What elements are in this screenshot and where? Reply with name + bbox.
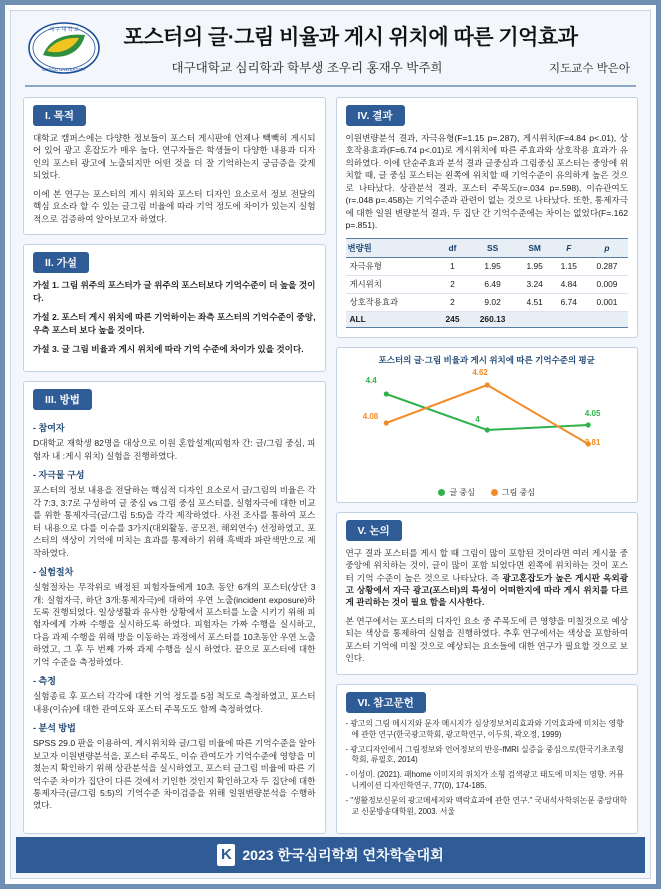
reference-list [346,719,629,818]
legend-label-text-centered: 글 중심 [449,487,475,497]
cell-sm: 1.95 [518,257,552,275]
chart-legend [343,487,632,498]
point-text-center [484,427,489,432]
section-result [336,97,639,338]
list-item: - 이성미. (2021). 패home 이미지의 위치가 소형 검색광고 태도에 미치는 영향. 커뮤니케이션 디자인학연구, 77(0), 174-185. [345,770,624,791]
svg-text:대 구 대 학 교: 대 구 대 학 교 [49,27,79,33]
list-item: - "생활정보신문의 광고메세지와 맥락효과에 관한 연구." 국내석사학위논문 중앙대학교 신문방송대학원, 2003. 서울 [345,796,628,817]
university-logo-icon [27,21,101,75]
col-f: F [552,238,586,257]
footer-text: 2023 한국심리학회 연차학술대회 [242,847,444,863]
cell-f: 6.74 [552,293,586,311]
section-discussion [336,512,639,675]
cell-df: 1 [437,257,467,275]
method-text-measures: 실험종료 후 포스터 각각에 대한 기억 정도를 5점 척도로 측정하였고, 포스터 내용(이슈)에 대한 관여도와 포스터 주목도도 함께 측정하였다. [33,691,316,714]
label-text-right: 4.05 [584,408,601,418]
author-line [65,58,636,76]
label-text-left: 4.4 [365,375,377,385]
cell-p: 0.009 [586,275,628,293]
authors: 대구대학교 심리학과 학부생 조우리 홍재우 박주희 [171,61,443,75]
method-sub-analysis: - 분석 방법 [33,723,76,734]
section-purpose-heading: I. 목적 [33,105,86,126]
table-total-row [346,311,629,327]
method-text-participants: D대학교 재학생 82명을 대상으로 이원 혼합설계(피험자 간: 글/그림 중심, 피험자 내 :게시 위치) 실험을 진행하였다. [33,438,316,461]
poster-footer [16,837,645,873]
col-df: df [437,238,467,257]
section-hypothesis-heading: II. 가설 [33,252,89,273]
cell-ss: 1.95 [468,257,518,275]
cell-df: 2 [437,293,467,311]
method-sub-measures: - 측정 [33,676,56,687]
poster-inner [10,10,651,879]
method-text-analysis: SPSS 29.0 판을 이용하여, 게시위치와 글/그림 비율에 따른 기억수준을 알아보고자 이원변량분석을, 포스터 주목도, 이슈 관여도가 기억수준에 영향을 미쳤는지 확인하기 위해 상관분석을 실시하였고, 포스터 글그림 비율에 따른 기억수준 차이가 집단이 다른 것에서 기인한 것인지 확인하고자 두 집단에 대한 통제자극(글/그림 5:5)의 기억수준 차이검증을 위해 일원변량분석을 수행하였다. [33,738,316,811]
legend-item-image-centered [491,487,535,498]
method-sub-procedure: - 실험절차 [33,567,74,578]
advisor: 지도교수 박은아 [549,63,630,75]
point-text-left [383,391,388,396]
kpa-logo-icon: K [217,844,235,866]
legend-dot-green-icon [438,489,445,496]
hypothesis-item-2: 가설 2. 포스터 게시 위치에 따른 기억하이는 좌측 포스터의 기억수준이 중앙, 우측 포스터 보다 높을 것이다. [33,312,316,335]
memory-line-chart [336,347,639,503]
cell-source: 게시위치 [346,275,438,293]
label-image-left: 4.08 [362,412,379,422]
cell-total-f [552,311,586,327]
method-sub-participants: - 참여자 [33,423,65,434]
list-item: - 광고디자인에서 그림정보와 언어정보의 반응-fMRI 실증을 중심으로(한국기초조형학회, 류필호, 2014) [345,744,624,765]
section-discussion-heading: V. 논의 [346,520,402,541]
section-purpose [23,97,326,235]
content-columns [11,91,650,834]
list-item: - 광고의 그림 메시지와 문자 메시지가 심상정보처리효과와 기억효과에 미치는 영향에 관한 연구(한국광고학회, 광고학연구, 이두희, 곽오정, 1999) [345,718,624,739]
cell-p: 0.001 [586,293,628,311]
result-paragraph-1: 이원변량분석 결과, 자극유형(F=1.15 p=.287), 게시위치(F=4.84 p<.01), 상호작용효과(F=6.74 p<.01)로 게시위치에 따른 주효과와 상호작용 효과가 유의하였다. 이에 단순주효과 분석 결과 글중심과 그림중심 포스터는 중앙에 위치할 때, 글 중심 포스터는 왼쪽에 위치할 때 기억수준이 유의하게 높은 것으로 나타났다. 상관분석 결과, 포스터 주목도(r=.034 p=.598), 이슈관여도(r=.048 p=.458)는 기억수준과 관련이 없는 것으로 나타났다. 또한, 통제자극에 대한 일원 변량분석 결과, 두 집단 간 기억수준에는 차이는 없었다(F=.162 p=.851). [345,133,628,231]
legend-dot-orange-icon [491,489,498,496]
label-image-right: 3.81 [584,438,601,448]
col-source: 변량원 [346,238,438,257]
cell-p: 0.287 [586,257,628,275]
section-method [23,381,326,834]
cell-sm: 3.24 [518,275,552,293]
cell-total-df: 245 [437,311,467,327]
poster-header [11,11,650,87]
cell-f: 1.15 [552,257,586,275]
hypothesis-item-1: 가설 1. 그림 위주의 포스터가 글 위주의 포스터보다 기억수준이 더 높을 것이다. [33,280,316,303]
legend-label-image-centered: 그림 중심 [501,487,536,497]
table-row [346,275,629,293]
header-divider [25,85,636,87]
section-hypothesis [23,244,326,372]
point-image-center [484,382,489,387]
col-p: p [586,238,628,257]
cell-source: 자극유형 [346,257,438,275]
chart-title: 포스터의 글·그림 비율과 게시 위치에 따른 기억수준의 평균 [378,354,595,365]
cell-total-sm [518,311,552,327]
table-row [346,293,629,311]
right-column [336,97,639,834]
discussion-paragraph-2: 본 연구에서는 포스터의 디자인 요소 중 주목도에 큰 영향을 미칠것으로 예상되는 색상을 통제하여 실험을 진행하였다. 추후 연구에서는 색상을 포함하여 포스터 기억에 미칠 것으로 예상되는 요소들에 대한 연구가 필요할 것으로 보인다. [345,615,628,664]
cell-source: 상호작용효과 [346,293,438,311]
purpose-paragraph-1: 대학교 캠퍼스에는 다양한 정보들이 포스터 게시판에 언제나 빽빽히 게시되어 있어 광고 혼잡도가 매우 높다. 연구자들은 학생들이 다양한 내용과 디자인의 포스터 광고에 노출되지만 어떤 것을 더 잘 기억하는지 궁금증을 갖게 되었다. [33,133,316,181]
cell-sm: 4.51 [518,293,552,311]
purpose-paragraph-2: 이에 본 연구는 포스터의 게시 위치와 포스터 디자인 요소로서 정보 전달의 핵심 요소라 할 수 있는 글그림 비율에 따라 기억 정도에 차이가 있는지 실험적으로 검증하여 알아보고자 하였다. [33,188,316,224]
table-header-row [346,238,629,257]
chart-svg [343,368,632,486]
svg-text:DAEGU UNIVERSITY: DAEGU UNIVERSITY [42,67,86,72]
point-text-right [585,422,590,427]
col-sm: SM [518,238,552,257]
legend-item-text-centered [438,487,474,498]
cell-ss: 6.49 [468,275,518,293]
section-result-heading: IV. 결과 [346,105,405,126]
cell-total-ss: 260.13 [468,311,518,327]
page-title: 포스터의 글·그림 비율과 게시 위치에 따른 기억효과 [123,26,578,49]
method-text-stimuli: 포스터의 정보 내용을 전달하는 핵심적 디자인 요소로서 글/그림의 비율은 각각 7:3, 3:7로 구성하여 글 중심 vs 그림 중심 포스터를, 실험자극에 대한 비교를 위한 통제자극(글/그림 5:5)을 각각 제작하였다. 사전 조사를 통하여 포스터 내용으로 다를 이슈를 3가지(대외활동, 공모전, 해외연수) 선정하였고, 포스터의 색상이 기억에 미치는 효과를 통제하기 위해 흑백과 파란색만으로 제작하였다. [33,485,316,558]
series-line-image-centered [386,385,588,444]
col-ss: SS [468,238,518,257]
cell-total-p [586,311,628,327]
left-column [23,97,326,834]
section-references [336,684,639,834]
method-text-procedure: 실험절차는 무작위로 배정된 피험자들에게 10초 동안 6개의 포스터(상단 3개: 실험자극, 하단 3개:통제자극)에 대하여 우연 노출(incident exposure)하도록 진행되었다. 일상생활과 유사한 상황에서 포스터를 노출 시키기 위해 피험자에게 가짜 수행을 실시하도록 하였다. 피험자는 가짜 수행을 실시하고, 다음 과제 수행을 위해 방을 이동하는 과정에서 포스터를 10초동안 우연 노출하였고, 그 후 두 번째 가짜 과제 수행을 실시 하였다. 끝으로 포스터에 대한 기억 수준을 측정하였다. [33,582,316,667]
cell-df: 2 [437,275,467,293]
method-sub-stimuli: - 자극물 구성 [33,470,85,481]
label-text-center: 4 [475,414,480,424]
anova-table [346,238,629,328]
hypothesis-item-3: 가설 3. 글 그림 비율과 게시 위치에 따라 기억 수준에 차이가 있을 것이다. [33,343,304,354]
section-method-heading: III. 방법 [33,389,92,410]
cell-total-label: ALL [346,311,438,327]
cell-ss: 9.02 [468,293,518,311]
section-references-heading: VI. 참고문헌 [346,692,426,713]
chart-plot-area [343,368,632,486]
table-row [346,257,629,275]
point-image-left [383,420,388,425]
cell-f: 4.84 [552,275,586,293]
discussion-paragraph-1: 연구 결과 포스터를 게시 할 때 그림이 많이 포함된 것이라면 여러 게시물 중 중앙에 위치하는 것이, 글이 많이 포함 되었다면 왼쪽에 위치하는 것이 포스터 기억 수준이 높은 것으로 나타났다. 즉 광고혼잡도가 높은 게시판 옥외광고 상황에서 자극 광고(포스터)의 특성이 어떠한지에 따라 게시 위치를 다르게 관리하는 것이 필요 함을 시사한다. [345,547,628,608]
label-image-center: 4.62 [472,367,488,377]
